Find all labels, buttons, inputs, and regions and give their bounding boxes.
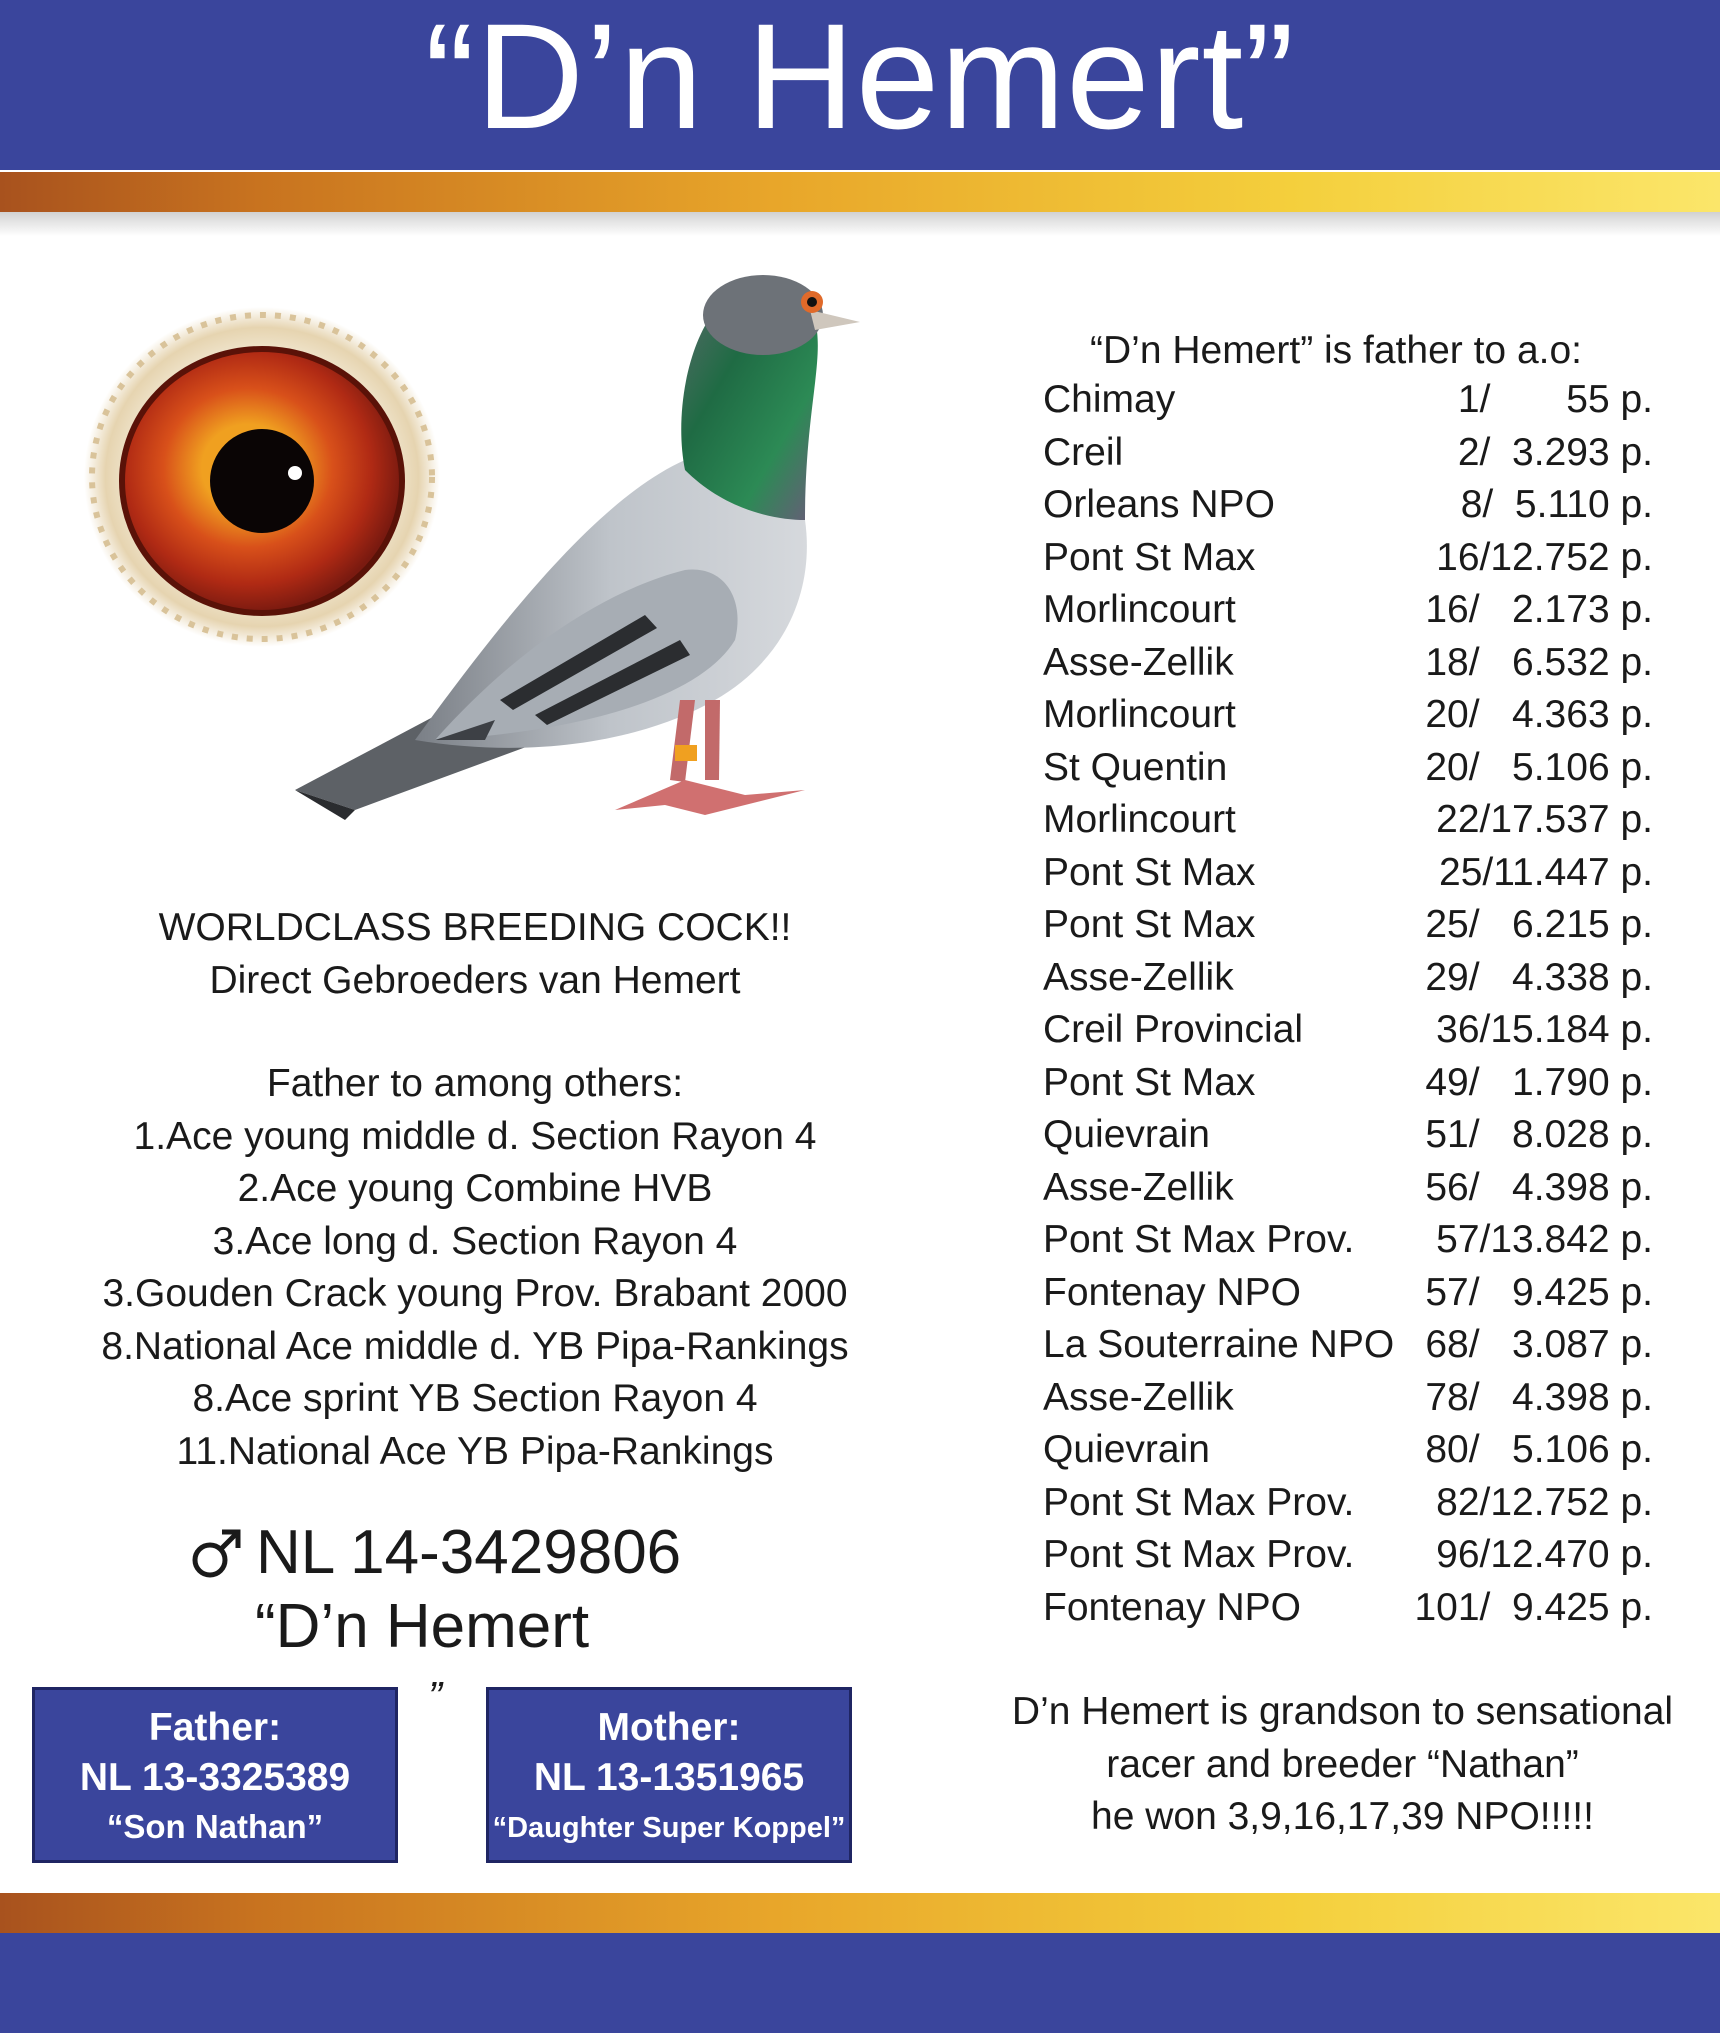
result-place: Morlincourt (1043, 693, 1236, 737)
result-place: Pont St Max Prov. (1043, 1218, 1355, 1262)
father-nickname: “Son Nathan” (106, 1808, 324, 1845)
result-row (1043, 637, 1653, 690)
result-row (1043, 847, 1653, 900)
result-row (1043, 1057, 1653, 1110)
result-place: Pont St Max (1043, 1060, 1256, 1104)
result-place: Pont St Max (1043, 535, 1256, 579)
result-place: Quievrain (1043, 1113, 1210, 1157)
result-place: Morlincourt (1043, 588, 1236, 632)
achievement-item: 8.Ace sprint YB Section Rayon 4 (192, 1377, 758, 1420)
result-score: 1/ 55 p. (1457, 378, 1653, 422)
father-ring: NL 13-3325389 (79, 1756, 351, 1799)
pigeon-image (285, 270, 895, 890)
result-score: 80/ 5.106 p. (1425, 1428, 1653, 1472)
result-row (1043, 1004, 1653, 1057)
result-score: 57/ 9.425 p. (1425, 1270, 1653, 1314)
result-row (1043, 1109, 1653, 1162)
ring-number: NL 14-3429806 (256, 1518, 682, 1587)
mother-label: Mother: (597, 1706, 741, 1749)
result-place: Pont St Max Prov. (1043, 1480, 1355, 1524)
result-place: Quievrain (1043, 1428, 1210, 1472)
grandson-line: he won 3,9,16,17,39 NPO!!!!! (1091, 1795, 1594, 1838)
result-row (1043, 1214, 1653, 1267)
result-row (1043, 1529, 1653, 1582)
father-label: Father: (148, 1706, 282, 1749)
result-score: 20/ 4.363 p. (1425, 693, 1653, 737)
achievement-item: 3.Ace long d. Section Rayon 4 (212, 1219, 738, 1263)
stray-quote: ” (428, 1673, 442, 1720)
result-place: Creil (1043, 430, 1124, 474)
result-row (1043, 532, 1653, 585)
result-place: Pont St Max (1043, 850, 1256, 894)
result-score: 96/12.470 p. (1436, 1533, 1653, 1577)
result-score: 82/12.752 p. (1436, 1480, 1653, 1524)
intro-line: WORLDCLASS BREEDING COCK!! (158, 906, 792, 949)
result-score: 16/12.752 p. (1436, 535, 1653, 579)
gold-divider-top (0, 172, 1720, 212)
intro-text (70, 902, 880, 1007)
result-row (1043, 1477, 1653, 1530)
result-place: Pont St Max Prov. (1043, 1533, 1355, 1577)
result-row (1043, 689, 1653, 742)
result-score: 2/ 3.293 p. (1457, 430, 1653, 474)
result-row (1043, 374, 1653, 427)
result-place: Asse-Zellik (1043, 1375, 1234, 1419)
result-score: 16/ 2.173 p. (1425, 588, 1653, 632)
result-row (1043, 742, 1653, 795)
result-place: Morlincourt (1043, 798, 1236, 842)
results-table (1043, 374, 1653, 1634)
result-score: 49/ 1.790 p. (1425, 1060, 1653, 1104)
pigeon-name: “D’n Hemert (255, 1592, 590, 1661)
father-box (32, 1687, 398, 1863)
male-symbol-icon (190, 1526, 244, 1580)
result-row (1043, 584, 1653, 637)
result-place: St Quentin (1043, 745, 1228, 789)
result-score: 101/ 9.425 p. (1414, 1585, 1653, 1629)
results-heading: “D’n Hemert” is father to a.o: (1090, 329, 1582, 372)
result-row (1043, 1162, 1653, 1215)
result-row (1043, 1424, 1653, 1477)
result-row (1043, 1267, 1653, 1320)
footer-banner (0, 1933, 1720, 2033)
intro-line: Direct Gebroeders van Hemert (209, 958, 741, 1002)
result-row (1043, 427, 1653, 480)
achievements-block (70, 1058, 880, 1478)
gold-divider-bottom (0, 1893, 1720, 1933)
result-score: 51/ 8.028 p. (1425, 1113, 1653, 1157)
result-score: 78/ 4.398 p. (1425, 1375, 1653, 1419)
grandson-line: D’n Hemert is grandson to sensational (1011, 1690, 1674, 1733)
mother-box (486, 1687, 852, 1863)
result-place: Fontenay NPO (1043, 1585, 1301, 1629)
result-row (1043, 899, 1653, 952)
result-score: 36/15.184 p. (1436, 1008, 1653, 1052)
result-score: 68/ 3.087 p. (1425, 1323, 1653, 1367)
result-place: Asse-Zellik (1043, 955, 1234, 999)
result-score: 56/ 4.398 p. (1425, 1165, 1653, 1209)
result-row (1043, 952, 1653, 1005)
result-place: Asse-Zellik (1043, 1165, 1234, 1209)
shadow-divider (0, 212, 1720, 236)
result-row (1043, 794, 1653, 847)
result-score: 18/ 6.532 p. (1425, 640, 1653, 684)
result-row (1043, 1319, 1653, 1372)
result-place: Fontenay NPO (1043, 1270, 1301, 1314)
result-place: Asse-Zellik (1043, 640, 1234, 684)
result-row (1043, 1372, 1653, 1425)
result-place: Pont St Max (1043, 903, 1256, 947)
result-place: Orleans NPO (1043, 483, 1275, 527)
result-score: 25/ 6.215 p. (1425, 903, 1653, 947)
achievement-item: 3.Gouden Crack young Prov. Brabant 2000 (102, 1272, 848, 1315)
result-place: Creil Provincial (1043, 1008, 1304, 1052)
result-score: 22/17.537 p. (1436, 798, 1653, 842)
achievement-item: 2.Ace young Combine HVB (237, 1167, 713, 1210)
achievement-item: 11.National Ace YB Pipa-Rankings (176, 1429, 774, 1473)
achievement-item: 8.National Ace middle d. YB Pipa-Rankings (101, 1324, 849, 1368)
result-row (1043, 1582, 1653, 1635)
mother-ring: NL 13-1351965 (533, 1756, 805, 1799)
result-score: 57/13.842 p. (1436, 1218, 1653, 1262)
mother-nickname: “Daughter Super Koppel” (492, 1812, 846, 1844)
result-place: Chimay (1043, 378, 1176, 422)
grandson-note (985, 1686, 1700, 1844)
result-place: La Souterraine NPO (1043, 1323, 1395, 1367)
achievement-item: 1.Ace young middle d. Section Rayon 4 (133, 1114, 817, 1158)
result-row (1043, 479, 1653, 532)
ring-number-line (190, 1518, 710, 1588)
grandson-line: racer and breeder “Nathan” (1106, 1742, 1579, 1786)
achievements-heading: Father to among others: (266, 1062, 684, 1105)
result-score: 29/ 4.338 p. (1425, 955, 1653, 999)
result-score: 25/11.447 p. (1439, 850, 1653, 894)
result-score: 8/ 5.110 p. (1460, 483, 1653, 527)
header-banner (0, 0, 1720, 170)
page-title: “D’n Hemert” (424, 0, 1296, 160)
result-score: 20/ 5.106 p. (1425, 745, 1653, 789)
